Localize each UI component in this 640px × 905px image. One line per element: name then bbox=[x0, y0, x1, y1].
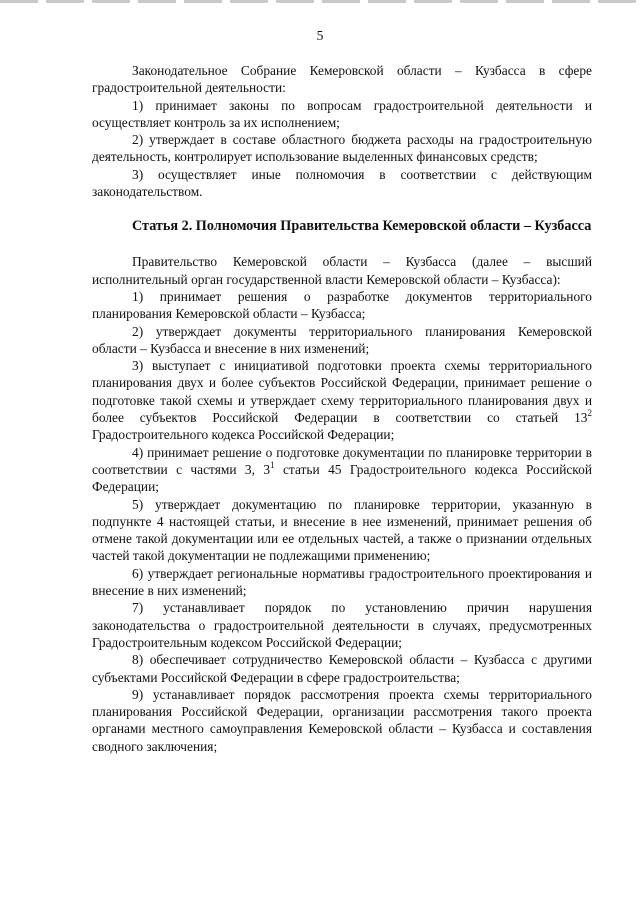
assembly-intro: Законодательное Собрание Кемеровской области – Кузбасса в сфере градостроительной деятельности: bbox=[92, 63, 592, 96]
gov-item-4-text-end: статьи 45 Градостроительного кодекса Российской Федерации; bbox=[92, 461, 592, 495]
page-number: 5 bbox=[316, 28, 324, 43]
gov-item-4-superscript: 1 bbox=[270, 459, 275, 470]
gov-item-7: 7) устанавливает порядок по установлению причин нарушения законодательства о градостроительной деятельности в случаях, предусмотренных Градостроительным кодексом Российской Федерации; bbox=[92, 600, 592, 650]
assembly-item-2: 2) утверждает в составе областного бюджета расходы на градостроительную деятельность, контролирует использование выделенных финансовых средств; bbox=[92, 132, 592, 165]
gov-item-2: 2) утверждает документы территориального планирования Кемеровской области – Кузбасса и внесение в них изменений; bbox=[92, 323, 592, 356]
document-body bbox=[92, 62, 592, 755]
gov-item-8: 8) обеспечивает сотрудничество Кемеровской области – Кузбасса с другими субъектами Российской Федерации в сфере градостроительства; bbox=[92, 652, 592, 685]
scan-artifact-top bbox=[0, 0, 640, 3]
gov-item-6: 6) утверждает региональные нормативы градостроительного проектирования и внесение в них изменений; bbox=[92, 565, 592, 599]
gov-item-4-text: 4) принимает решение о подготовке документации по планировке территории в соответствии с частями 3, 3 bbox=[92, 444, 592, 477]
gov-item-3-superscript: 2 bbox=[587, 408, 592, 419]
gov-item-3-text-end: Градостроительного кодекса Российской Федерации; bbox=[92, 427, 395, 443]
government-intro: Правительство Кемеровской области – Кузбасса (далее – высший исполнительный орган государственной власти Кемеровской области – Кузбасса): bbox=[92, 254, 592, 287]
assembly-item-3: 3) осуществляет иные полномочия в соответствии с действующим законодательством. bbox=[92, 166, 592, 200]
gov-item-3 bbox=[92, 357, 592, 443]
article-heading: Статья 2. Полномочия Правительства Кемеровской области – Кузбасса bbox=[132, 218, 592, 235]
gov-item-3-text: 3) выступает с инициативой подготовки проекта схемы территориального планирования двух и более субъектов Российской Федерации, принимает решение о подготовке такой схемы и утверждает схему территориального планирования двух и более субъектов Российской Федерации в соответствии со статьей 13 bbox=[92, 358, 592, 426]
assembly-item-1: 1) принимает законы по вопросам градостроительной деятельности и осуществляет контроль за их исполнением; bbox=[92, 97, 592, 130]
gov-item-4 bbox=[92, 444, 592, 496]
gov-item-1: 1) принимает решения о разработке документов территориального планирования Кемеровской области – Кузбасса; bbox=[92, 288, 592, 322]
gov-item-9: 9) устанавливает порядок рассмотрения проекта схемы территориального планирования Российской Федерации, организации рассмотрения такого проекта органами местного самоуправления Кемеровской области – Кузбасса и составления сводного заключения; bbox=[92, 686, 592, 754]
gov-item-5: 5) утверждает документацию по планировке территории, указанную в подпункте 4 настоящей статьи, и внесение в нее изменений, принимает решения об отмене такой документации или ее отдельных частей, а также о признании отдельных частей такой документации не подлежащими применению; bbox=[92, 496, 592, 564]
